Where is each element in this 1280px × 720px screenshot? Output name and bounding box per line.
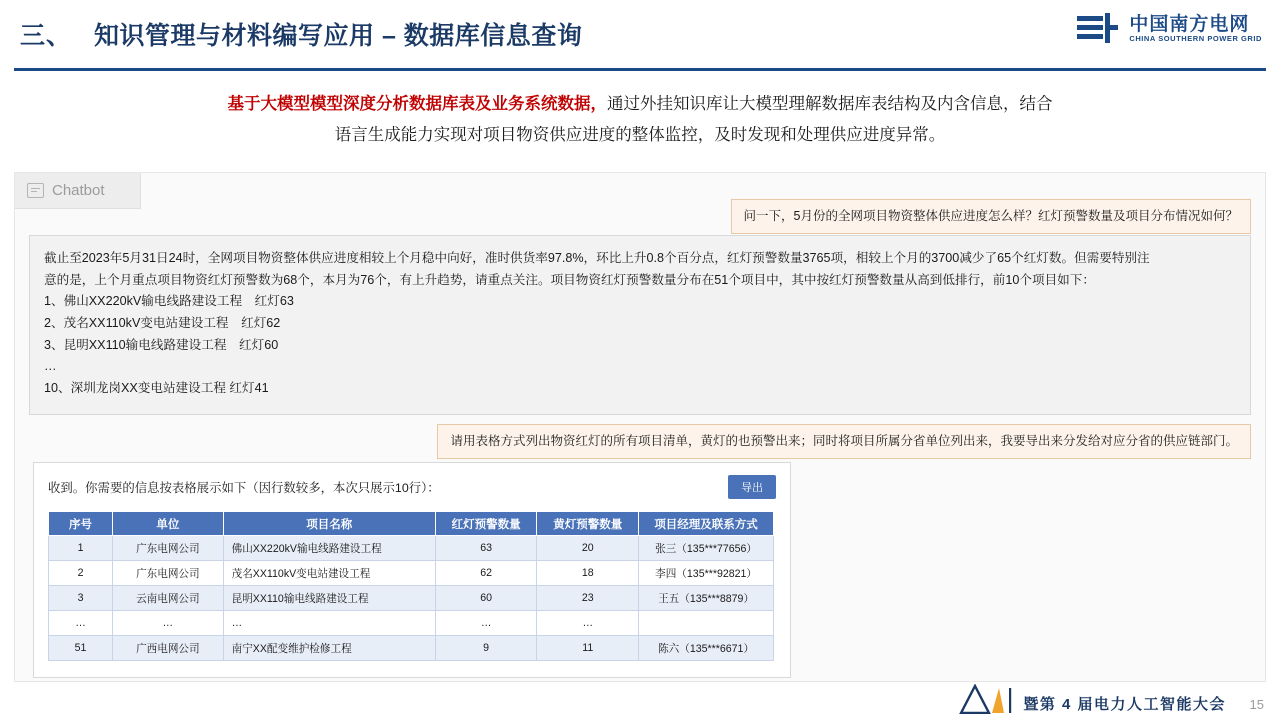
cell-project: 佛山XX220kV输电线路建设工程 — [223, 536, 435, 561]
column-header-index: 序号 — [49, 512, 113, 536]
column-header-unit: 单位 — [113, 512, 224, 536]
footer-event-text: 暨第 4 届电力人工智能大会 — [1023, 696, 1226, 713]
cell-manager: 王五（135***8879） — [639, 586, 774, 611]
bot-line: 2、茂名XX110kV变电站建设工程 红灯62 — [44, 315, 281, 330]
cell-red: … — [435, 611, 537, 636]
cell-index: … — [49, 611, 113, 636]
result-table-card — [33, 462, 791, 678]
brand-name-cn: 中国南方电网 — [1129, 13, 1250, 35]
bot-line: 3、昆明XX110输电线路建设工程 红灯60 — [44, 337, 279, 352]
page-title — [20, 16, 582, 52]
cell-unit: 广东电网公司 — [113, 536, 224, 561]
cell-unit: 广西电网公司 — [113, 636, 224, 661]
column-header-yellow-count: 黄灯预警数量 — [537, 512, 639, 536]
conference-logo-icon — [959, 684, 1015, 714]
cell-yellow: … — [537, 611, 639, 636]
cell-manager — [639, 611, 774, 636]
intro-line2: 语言生成能力实现对项目物资供应进度的整体监控，及时发现和处理供应进度异常。 — [334, 125, 946, 144]
brand-logo — [1077, 12, 1262, 46]
bot-line: 10、深圳龙岗XX变电站建设工程 红灯41 — [44, 380, 269, 395]
cell-yellow: 18 — [537, 561, 639, 586]
cell-yellow: 20 — [537, 536, 639, 561]
cell-unit: 广东电网公司 — [113, 561, 224, 586]
footer-event-logo — [959, 684, 1226, 714]
table-row — [49, 561, 774, 586]
brand-name-en: CHINA SOUTHERN POWER GRID — [1129, 34, 1262, 44]
column-header-manager: 项目经理及联系方式 — [639, 512, 774, 536]
cell-manager: 张三（135***77656） — [639, 536, 774, 561]
power-grid-logo-svg — [1077, 12, 1119, 46]
table-row — [49, 611, 774, 636]
table-row — [49, 586, 774, 611]
user-message-2-text: 请用表格方式列出物资红灯的所有项目清单，黄灯的也预警出来；同时将项目所属分省单位列出来，我要导出来分发给对应分省的供应链部门。 — [450, 434, 1238, 448]
conference-logo-svg — [959, 684, 1015, 714]
column-header-red-count: 红灯预警数量 — [435, 512, 537, 536]
chat-bubble-icon — [27, 183, 44, 198]
intro-paragraph — [70, 89, 1210, 150]
bot-line: 意的是，上个月重点项目物资红灯预警数为68个，本月为76个，有上升趋势，请重点关注。项目物资红灯预警数量分布在51个项目中，其中按红灯预警数量从高到低排行，前10个项目如下： — [44, 272, 1095, 287]
table-row — [49, 536, 774, 561]
cell-project: 茂名XX110kV变电站建设工程 — [223, 561, 435, 586]
cell-index: 51 — [49, 636, 113, 661]
slide-header — [0, 0, 1280, 68]
user-message-1-text: 问一下，5月份的全网项目物资整体供应进度怎么样？红灯预警数量及项目分布情况如何？ — [743, 209, 1238, 223]
user-message-2 — [437, 424, 1251, 459]
intro-highlight: 基于大模型模型深度分析数据库表及业务系统数据， — [227, 95, 607, 113]
cell-yellow: 11 — [537, 636, 639, 661]
column-header-project: 项目名称 — [223, 512, 435, 536]
cell-unit: 云南电网公司 — [113, 586, 224, 611]
intro-rest: 通过外挂知识库让大模型理解数据库表结构及内含信息，结合 — [607, 95, 1053, 113]
chatbot-tab-label: Chatbot — [52, 182, 105, 199]
table-row — [49, 636, 774, 661]
bot-line: 1、佛山XX220kV输电线路建设工程 红灯63 — [44, 294, 294, 309]
cell-manager: 陈六（135***6671） — [639, 636, 774, 661]
cell-unit: … — [113, 611, 224, 636]
table-header-row — [49, 512, 774, 536]
section-number: 三、 — [20, 22, 73, 50]
user-message-1 — [731, 199, 1251, 234]
cell-project: … — [223, 611, 435, 636]
power-grid-logo-icon — [1077, 12, 1119, 46]
page-number: 15 — [1249, 697, 1264, 712]
cell-index: 3 — [49, 586, 113, 611]
bot-line: 截止至2023年5月31日24时，全网项目物资整体供应进度相较上个月稳中向好，准时供货率97.8%，环比上升0.8个百分点，红灯预警数量3765项，相较上个月的3700减少了65个红灯数。但需要特别注 — [44, 251, 1150, 265]
cell-manager: 李四（135***92821） — [639, 561, 774, 586]
cell-project: 南宁XX配变维护检修工程 — [223, 636, 435, 661]
cell-index: 1 — [49, 536, 113, 561]
cell-red: 63 — [435, 536, 537, 561]
chat-panel — [14, 172, 1266, 682]
cell-red: 9 — [435, 636, 537, 661]
header-divider — [14, 68, 1266, 71]
cell-red: 60 — [435, 586, 537, 611]
cell-yellow: 23 — [537, 586, 639, 611]
cell-index: 2 — [49, 561, 113, 586]
warning-table — [48, 511, 774, 661]
cell-red: 62 — [435, 561, 537, 586]
page-title-text: 知识管理与材料编写应用 – 数据库信息查询 — [94, 22, 583, 50]
bot-line: … — [44, 359, 57, 374]
result-table-header-row — [48, 475, 776, 499]
chatbot-tab[interactable] — [15, 173, 141, 209]
result-note: 收到。你需要的信息按表格展示如下（因行数较多，本次只展示10行）： — [48, 481, 440, 495]
cell-project: 昆明XX110输电线路建设工程 — [223, 586, 435, 611]
bot-message-1 — [29, 235, 1251, 415]
export-button[interactable]: 导出 — [728, 475, 776, 499]
